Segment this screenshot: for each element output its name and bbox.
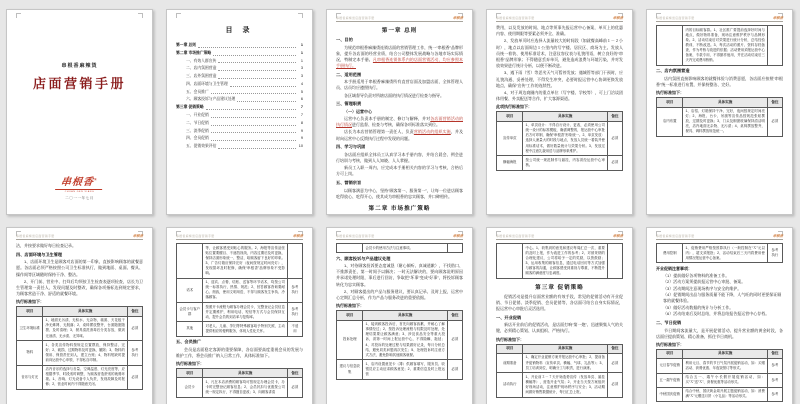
toc-entry [176, 42, 303, 50]
table-header-cell: 项目 [17, 307, 43, 316]
header-doc-title: 串根香麻辣烫店面营销手册 [656, 234, 695, 238]
page-thumbnail[interactable] [166, 9, 313, 215]
list-item: （5）做好活动数据的统计与分析工作。 [663, 304, 734, 310]
section-heading: 五、营销宗旨 [336, 180, 362, 185]
table-header-cell: 项目 [497, 112, 523, 121]
table-cell: 必须 [447, 360, 462, 379]
toc-page-number: 1 [300, 58, 303, 63]
section-heading: 四、店面环境与卫生管理 [16, 251, 63, 257]
page-body [167, 10, 312, 214]
toc-page-number: 3 [300, 66, 303, 71]
toc-entry-label: 四、会员促销 [186, 136, 209, 141]
table-cell: 参考 [767, 373, 782, 387]
table-cell [657, 26, 683, 66]
table-cell: 1、单页设计：不得自行设计、更改，必须使用公司统一设计的标准模板，确需调整的，报运营中心审批后方可印制，确保“串根香”形象统一。2、单页发放：选择人流量大的时段与地点，发放人员统一着装并使用标准话术，做好数量统计与效果分析。3、发放过程中注意礼貌用语与品牌形象维护。 [523, 121, 607, 156]
toc-entry-label: 第二章 市场推广策略 [176, 50, 212, 55]
table-header-cell: 备注 [287, 369, 302, 378]
table-cell: 必须 [127, 316, 142, 340]
table-header-cell: 备注 [767, 349, 782, 358]
paragraph: 节日期间客流量大，是开展促销活动、提升营业额的黄金时段，各店面应提前策划、精心准备，抓住节日商机。 [656, 327, 783, 339]
toc-leader-dots [211, 117, 296, 118]
table-cell: 话术 [177, 278, 203, 302]
standards-table [656, 97, 783, 137]
table-row [177, 322, 303, 336]
header-doc-title: 串根香麻辣烫店面营销手册 [336, 16, 375, 20]
page-thumbnail[interactable] [646, 9, 793, 215]
table-header-row [337, 311, 463, 320]
table-cell: 五一端午促销 [657, 373, 683, 387]
note-line: 执行标准如下： [176, 361, 204, 367]
toc-leader-dots [237, 101, 296, 102]
standards-table [336, 310, 463, 379]
table-row [657, 359, 783, 373]
table-row [497, 244, 623, 279]
table-cell: 必须 [767, 107, 782, 137]
toc-entry-label: 三、店外氛围营造 [186, 74, 217, 79]
toc-leader-dots [211, 93, 296, 94]
text-run: 凡串根香连锁体系内的店面营销活动，均应参照本手册执行。 [336, 56, 464, 69]
header-doc-title: 串根香麻辣烫店面营销手册 [16, 234, 55, 238]
paragraph: 店内氛围直接影响顾客的就餐体验与消费意愿，各店面应按照“串根香”统一标准进行布置，并保持整洁、完好。 [656, 75, 783, 87]
standards-table [656, 349, 783, 402]
table-cell: 结合中秋、国庆黄金周开展主题促销活动，如：消费满“Ｘ”元赠送月饼（小礼品）等活动形式。 [683, 387, 767, 401]
brand-logo-text: 串根香® [55, 173, 103, 190]
table-row [497, 373, 623, 397]
table-cell: 结合五一、端午小长假开展促销活动，如：买“Ｘ”送“Ｘ”、套餐优惠等活动形式。 [683, 373, 767, 387]
header-doc-title: 串根香麻辣烫店面营销手册 [496, 16, 535, 20]
paragraph: 2、对顾客提出的产品与服务建议，要认真记录、及时上报，运营中心定期汇总分析，作为产品与服务改进的重要依据。 [336, 288, 463, 301]
paragraph: 2、发放单页时应选择人流量较大的时间段（如就餐高峰前１－２小时），地点以店面周边１公里内的写字楼、居民区、商场为主。发放人员统一着装、使用标准话术，注意仪容仪表与礼貌用语，树立良好的“串根香”品牌形象；不得随意丢弃单页，避免造成浪费与环境污染，并对发放效果进行统计分析，以便不断改进。 [496, 38, 623, 69]
cover-footer [7, 172, 152, 201]
text-run: 各店面营销活动的执行情况 [336, 116, 463, 128]
section-heading: 一、开业促销 [496, 314, 522, 320]
note-line: 执行标准如下： [656, 90, 684, 96]
text-run: 店长为本店营销管理第一责任人，负责 [344, 129, 414, 135]
running-header [336, 233, 463, 240]
header-doc-title: 串根香麻辣烫店面营销手册 [336, 234, 375, 238]
table-cell: 1、确定开业促销方案并报运营中心审批；2、提前备齐促销物料（宣传单页、横幅、气球、礼品等）；3、员工培训到位，明确分工与职责，进行演练。 [523, 353, 607, 372]
toc-page-number: 7 [300, 105, 303, 110]
toc-leader-dots [218, 78, 296, 79]
page-body [647, 228, 792, 404]
table-cell: 1、开业前３－７天开始造势宣传（发放单页、悬挂横幅等），营造开业气氛；2、开业当天按方案组织好现场活动，注意维护现场秩序与安全；3、活动期间做好销售数据统计，每日汇总上报。 [523, 373, 607, 397]
table-cell: 参考执行 [127, 341, 142, 365]
paragraph: 1、店面环境卫生是顾客对店面的第一印象，直接影响顾客的就餐意愿。各店面必须严格按照公司卫生标准执行，做到地面、桌面、餐具、操作间等区域随时保持干净、整洁。 [16, 259, 143, 277]
page-thumbnail[interactable] [486, 227, 633, 404]
paragraph: 1、对待顾客投诉要态度诚恳（耐心倾听、真诚道歉），不找借口、不推卸责任，第一时间予以解决；一时无法解决的，要向顾客说明原因并承诺处理时限，事后进行回访，争取把“坏事”变成“好事”，将投诉顾客转化为忠实顾客。 [336, 263, 463, 287]
page-thumbnail[interactable] [486, 9, 633, 215]
table-cell: 参考 [767, 387, 782, 401]
paragraph: 会员是店面稳定客源的重要保障，各店面要高度重视会员的发展与维护工作，将会员推广纳入日常工作，具体标准如下。 [176, 346, 303, 358]
toc-leader-dots [198, 47, 296, 48]
section-heading: 一、目的 [336, 37, 353, 42]
table-row [497, 121, 623, 156]
toc-page-number: 10 [298, 144, 303, 149]
table-cell: 1、接到顾客投诉后，首先向顾客致歉，并耐心了解事情经过；2、按投诉处理流程与权限及时处理，处理结果要让顾客满意；3、涉及食品安全等重大投诉，须第一时间上报运营中心，不得隐瞒、拖延；4、对投诉的处理过程与结果做好记录，每月分析总结，避免同类问题再次发生；5、处理投诉时注意方式方法，避免影响其他顾客就餐。 [363, 320, 447, 360]
toc-entry [176, 65, 303, 73]
table-row [337, 360, 463, 379]
table-cell [607, 244, 622, 279]
running-header [336, 15, 463, 22]
paragraph [336, 45, 463, 70]
toc-entry [176, 104, 303, 112]
list-item: （6）活动结束后及时总结，并将总结报告报运营中心存档。 [663, 311, 770, 317]
header-brand-mark: 串根香 [612, 234, 623, 238]
table-header-row [497, 112, 623, 121]
table-header-cell: 项目 [657, 98, 683, 107]
toc-leader-dots [230, 86, 296, 87]
page-body [7, 10, 152, 214]
table-row [497, 353, 623, 372]
page-thumbnail[interactable] [646, 227, 793, 404]
toc-page-number: 9 [300, 128, 303, 133]
toc-entry-label: 三、淡季促销 [186, 128, 209, 133]
toc-entry-label: 第三章 促销策略 [176, 105, 204, 110]
paragraph: 洁，并按要求做好每日检查记录。 [16, 243, 76, 248]
toc-entry [176, 89, 303, 97]
page-body [487, 228, 632, 404]
table-header-cell: 项目 [497, 344, 523, 353]
table-header-cell: 具体实施 [43, 307, 127, 316]
table-header-row [177, 369, 303, 378]
table-cell: 1、地面无污渍、无积水、无杂物，墙面、天花板干净无蛛网、无脱落；2、桌椅摆放整齐，台面随脏随擦、及时清理；3、餐具清洗消毒后分类存放，做到无油渍、无水渍、无异味。 [43, 316, 127, 340]
table-cell: 按公司统一规范制作与悬挂，内容须经运营中心审核。 [523, 156, 607, 170]
header-brand-mark: 串根香 [612, 16, 623, 20]
table-cell: 必须 [607, 156, 622, 170]
toc-entry-label: 六、顾客投诉与产品建议处理 [186, 97, 236, 102]
list-item: （4）促销期间出品与服务质量不能下降，人气旺的同时更要保证顾客的就餐体验。 [663, 292, 782, 304]
page-body [327, 10, 472, 214]
table-cell: 前期准备 [497, 353, 523, 372]
paragraph: 各区域督导负责对所辖店面的执行情况进行检查与指导。 [344, 92, 444, 98]
table-header-cell: 具体实施 [523, 344, 607, 353]
toc-page-number: 8 [300, 120, 303, 125]
table-header-cell: 备注 [607, 344, 622, 353]
table-row [497, 156, 623, 170]
running-header [656, 15, 783, 22]
toc-entry [176, 96, 303, 104]
section-heading: 三、管理职责 [336, 101, 362, 107]
section-heading: 四、学习与巩固 [336, 144, 366, 150]
paragraph: 以顾客满意为中心，坚持“顾客第一、服务第一”，让每一位进店顾客吃得放心、吃得开心，使其成为串根香的忠实顾客，并口碑相传。 [336, 187, 463, 199]
paragraph: （一）运营中心 [344, 108, 372, 114]
page-thumbnail[interactable] [166, 227, 313, 404]
table-cell: 必须 [287, 378, 302, 397]
table-cell: 参考执行 [767, 244, 782, 263]
header-brand-mark: 串根香 [452, 16, 463, 20]
running-header [656, 233, 783, 240]
brand-logo [7, 172, 152, 190]
table-cell [767, 26, 782, 66]
paragraph: 2、开门前、营业中、打烊后均须按卫生检查表逐项检查，店长为卫生管理第一责任人，发现问题及时整改，确保各项指标达到规定要求，为顾客营造干净、舒适的就餐环境。 [16, 278, 143, 297]
header-doc-title: 串根香麻辣烫店面营销手册 [496, 234, 535, 238]
page-body [487, 10, 632, 214]
table-row [17, 341, 143, 365]
table-cell: 1、店内设置意见卡（簿）供顾客填写，服务员、收银员应主动征求顾客意见；2、重要信息及时上报运营 [363, 360, 447, 379]
table-header-cell: 项目 [177, 369, 203, 378]
table-header-row [17, 307, 143, 316]
table-header-cell: 具体实施 [363, 311, 447, 320]
paragraph [336, 116, 463, 128]
table-cell: 参考 [767, 359, 782, 373]
section-heading: 六、顾客投诉与产品建议处理 [336, 255, 391, 261]
toc-entry [176, 120, 303, 128]
paragraph: 本手册适用于串根香麻辣烫所有直营店面及加盟店面，全体管理人员、店员均应遵照执行。 [336, 79, 463, 91]
section-heading: 二、适用范围 [336, 71, 362, 77]
chapter-heading: 第一章 总则 [381, 28, 418, 34]
page-body [327, 228, 472, 404]
toc-page-number: 4 [300, 81, 303, 86]
table-header-row [657, 349, 783, 358]
table-cell: 其他 [177, 322, 203, 336]
paragraph: 新店开业前后的促销活动，是店面打响“第一炮”、迅速聚集人气的关键，必须精心策划、认真组织、严格执行。 [496, 322, 623, 334]
paragraph: 各店面应组织全体员工认真学习本手册内容，并结合晨会、例会进行培训与考核，做到人人知晓、人人掌握。 [336, 151, 463, 163]
toc-page-number: 1 [300, 43, 303, 47]
text-run: ，并及时向运营中心反馈执行过程中发现的问题。 [336, 129, 464, 141]
table-cell [497, 244, 523, 279]
table-cell: 必须 [127, 365, 142, 389]
toc-entry [176, 143, 303, 151]
toc-page-number: 1 [300, 50, 303, 55]
toc-leader-dots [213, 55, 296, 56]
header-brand-mark: 串根香 [132, 234, 143, 238]
table-cell: 卫生环境标准 [17, 316, 43, 340]
table-cell: 音乐与灯光 [17, 365, 43, 389]
table-row [337, 320, 463, 360]
toc-entry [176, 58, 303, 66]
table-header-cell: 备注 [447, 311, 462, 320]
section-heading: 二、店内氛围营造 [656, 68, 690, 74]
table-cell: 中心。1、收集到的意见和建议每周汇总一次，重要的及时上报，作为改进工作的参考；2、对被采纳的合理化建议，公司将给予一定的奖励，以资鼓励；3、运用收集的顾客信息，通过电话回访等方式加强与顾客的沟通，让顾客感受到重视与尊重，不断提升顾客的满意度与忠诚度。 [523, 244, 607, 279]
table-header-cell: 具体实施 [523, 112, 607, 121]
toc-entry [176, 128, 303, 136]
running-header [496, 233, 623, 240]
table-row [337, 244, 463, 253]
header-brand-mark: 串根香 [772, 234, 783, 238]
table-cell: 必须 [607, 353, 622, 372]
standards-table [176, 368, 303, 398]
header-brand-mark: 串根香 [772, 16, 783, 20]
table-cell: 内的目标顾客群。1、社区推广要提前选择好时间与地点，做好物料准备，现场注意维护秩序与品牌形象。2、活动结束后对效果进行统计分析，总结经验教训，不断改进。3、每次活动的照片、资料存档备查，作为考核与改进的依据；活动费用须报运营中心备案，专款专用，不得挪作他用，并在活动结束后三天内完成费用核销。 [683, 26, 767, 66]
table-header-cell: 备注 [607, 112, 622, 121]
table-cell: 投诉处理 [337, 320, 363, 360]
table-row [657, 107, 783, 137]
page-thumbnail[interactable] [326, 9, 473, 215]
table-cell [287, 244, 302, 279]
table-header-cell: 备注 [127, 307, 142, 316]
chapter-heading: 第二章 市场推广策略 [368, 205, 431, 212]
table-row [17, 316, 143, 340]
numbered-list [656, 273, 783, 318]
toc-entry-label: 一、开业促销 [186, 113, 209, 118]
toc-entry-label: 二、节日促销 [186, 120, 209, 125]
table-header-cell: 具体实施 [683, 349, 767, 358]
table-cell: 会员卡 [177, 378, 203, 397]
table-header-row [497, 344, 623, 353]
paragraph: 新员工入职一周内，应完成本手册相关内容的学习与考核，合格后方可上岗。 [336, 165, 463, 177]
toc-entry [176, 73, 303, 81]
table-header-cell: 备注 [767, 98, 782, 107]
standards-table [496, 344, 623, 398]
toc-leader-dots [211, 125, 296, 126]
toc-page-number: 7 [300, 113, 303, 118]
table-cell: 必须 [607, 121, 622, 156]
registered-mark-icon: ® [94, 177, 99, 182]
page-body [647, 10, 792, 214]
paragraph [336, 129, 463, 141]
running-header [16, 233, 143, 240]
table-cell [447, 244, 462, 253]
table-cell: 利用元旦、春节的节日气氛开展促销活动，如：买赠活动、套餐优惠、年夜饭预订等形式。 [683, 359, 767, 373]
toc-entry-label: 二、店内氛围营造 [186, 66, 217, 71]
table-cell: 1、店招、灯箱保持干净、完好，夜间按规定时间亮灯；2、海报、台卡、吊旗等宣传品按规范张贴摆放，过期及时更换；3、门头及橱窗玻璃保持清洁明亮，店内地面无杂物、无污渍；4、桌椅摆放整齐，餐具、调料摆放规范统一。 [683, 107, 767, 137]
cover-date: 二〇一一年七月 [65, 196, 94, 200]
page-body [7, 228, 152, 404]
note-line: 执行标准如下： [336, 303, 364, 309]
table-cell: 1、各类宣传物料按规定位置摆放，保持整洁、完好；2、破损、过期物料及时更换、撤除；3、物料的领用、保管责任到人，建立台账；4、物料短缺时提前向运营中心申领，不得私自印制。 [43, 341, 127, 365]
table-cell: 必须 [607, 373, 622, 397]
standards-table [336, 243, 463, 253]
table-cell: 横幅海报 [497, 156, 523, 170]
brand-tagline: CHUAN GEN XIANG [64, 190, 95, 193]
standards-table [496, 111, 623, 170]
toc-leader-dots [218, 62, 296, 63]
table-cell: 店内音乐的选择与音量、空调温度、灯光亮度等，应根据季节、时段适时调整，为顾客营造舒适的就餐环境。1、音响、灯光设备专人负责，发现故障及时报修；2、营业时间内不得随意关闭。 [43, 365, 127, 389]
cover-title: 店面营销手册 [32, 76, 126, 91]
table-row [177, 303, 303, 322]
table-cell: 建议与信息收集 [337, 360, 363, 379]
table-header-cell: 具体实施 [683, 98, 767, 107]
page-thumbnail[interactable] [6, 227, 153, 404]
text-run: 为规范串根香麻辣烫连锁店面的营销管理工作，统一“串根香”品牌形象，提升各店面的经营业绩，结合公司整体发展战略与各地市场实际情况，特制定本手册。 [336, 44, 463, 62]
toc-page-number: 5 [300, 89, 303, 94]
table-row [177, 378, 303, 397]
note-line: 执行标准如下： [16, 299, 44, 305]
paragraph: 费用，以及发放的时间、地点等须事先报运营中心备案，单页上的优惠内容、使用期限等要素必须齐全、准确。 [496, 25, 623, 37]
toc-entry-label: 一、有效人群宣传 [186, 58, 217, 63]
toc-page-number: 3 [300, 74, 303, 79]
header-brand-mark: 串根香 [452, 234, 463, 238]
table-row [657, 26, 783, 66]
note-line: 开业促销注意事项： [656, 265, 692, 271]
table-header-cell: 项目 [337, 311, 363, 320]
running-header [176, 233, 303, 240]
toc-page-number: 6 [300, 97, 303, 102]
table-cell: 按照开卡流程为顾客办理会员卡，完整登记会员信息并定期维护，利用电话、短信等方式与会员保持互动，提升会员的到店率与复购率。 [203, 303, 287, 322]
text-run: 进行监督、检查与考核，确保各项标准落实到位。 [352, 122, 440, 128]
table-row [17, 365, 143, 389]
table-header-cell: 项目 [657, 349, 683, 358]
table-row [177, 278, 303, 302]
toc-entry [176, 50, 303, 58]
cover-brand-line: 串根香麻辣烫 [61, 63, 98, 69]
table-cell [177, 244, 203, 279]
toc-entry [176, 112, 303, 120]
table-header-cell: 具体实施 [203, 369, 287, 378]
standards-table [656, 25, 783, 66]
table-cell: 会员卡与客户群 [177, 303, 203, 322]
table-cell: 店内布置 [657, 107, 683, 137]
table-header-row [657, 98, 783, 107]
table-cell: 等，让顾客感受到贴心的服务。2、海报等宣传品张贴位置要醒目、不遮挡视线，内容过期后及时更换，保持店面形象统一、整洁，给顾客留下良好的印象。3、广告灯箱应保持完好（夜间按规定时间亮灯），发现损坏及时报修，确保“串根香”品牌形象不受影响。 [203, 244, 287, 279]
list-item: （1）提前做好各项物料的准备工作。 [663, 272, 730, 278]
paragraph: 4、对于周边商圈内的重点单位（写字楼、学校等），可上门洽谈团体用餐、外卖配送等合作，扩大客源渠道。 [496, 89, 623, 102]
table-cell: 费用控制 [657, 244, 683, 263]
paragraph: 3、遇下雨（雪）等恶劣天气可暂停发放；遇城管等部门干预时，应礼貌沟通、妥善处理，不得发生冲突，必要时报运营中心协调更换发放地点，确保“宣传”工作的连续性。 [496, 70, 623, 88]
toc-leader-dots [206, 109, 296, 110]
text-run: 营销活动的组织实施 [413, 129, 451, 135]
standards-table [496, 243, 623, 279]
table-cell: 会员卡的使用方法与注意事项。 [363, 244, 447, 253]
table-row [657, 373, 783, 387]
table-row [177, 244, 303, 279]
page-thumbnail[interactable] [326, 227, 473, 404]
toc-page-number: 9 [300, 136, 303, 141]
paragraph: 促销活动是提升店面营业额的有效手段，常见的促销活动有开业促销、节日促销、淡季促销、会员促销等，各店面可结合自身实际情况，报运营中心审批后灵活选用。 [496, 293, 623, 312]
toc-leader-dots [211, 140, 296, 141]
standards-table [176, 243, 303, 337]
table-cell: 1、凡在本店消费的顾客均可按规定办理会员卡，办卡时完整登记顾客信息；2、会员折扣与优惠按公司统一规定执行，不得擅自更改；3、向顾客讲清 [203, 378, 287, 397]
table-cell: 物料 [17, 341, 43, 365]
toc-entry-label: 四、店面环境与卫生管理 [186, 81, 228, 86]
table-cell: 宣传单页 [497, 121, 523, 156]
note-line: 执行标准如下： [496, 336, 524, 342]
toc-leader-dots [218, 70, 296, 71]
list-item: （2）活动方案须提前报运营中心审批、备案。 [663, 279, 746, 285]
table-cell: 1、促销费用严格按预算执行（一般控制在“Ｘ”元以内），超支须报批；2、活动结束后三天内将费用使用情况报运营中心备案。 [683, 244, 767, 263]
note-line: 此项执行标准如下： [496, 104, 532, 110]
standards-table [656, 243, 783, 263]
table-cell: 不适用 [287, 322, 302, 336]
header-brand-mark: 串根香 [292, 234, 303, 238]
table-row [657, 244, 783, 263]
toc-entry-label: 五、促销效果评估 [186, 144, 217, 149]
table-cell: 中秋国庆促销 [657, 387, 683, 401]
table-cell: 必须 [447, 320, 462, 360]
note-line: 执行标准如下： [656, 341, 684, 347]
standards-table [16, 306, 143, 390]
running-header [496, 15, 623, 22]
table-cell: 1、迎宾、点餐、结账、送客等环节话术，均按公司统一标准执行，热情、规范；2、回答顾客咨询要耐心、细致，使用文明用语，不得与顾客发生争执、冷落顾客。 [203, 278, 287, 302]
table-cell: 活动执行 [497, 373, 523, 397]
table-cell: 参考执行 [287, 303, 302, 322]
page-body [167, 228, 312, 404]
table-cell: 元旦春节促销 [657, 359, 683, 373]
toc-leader-dots [211, 132, 296, 133]
list-item: （3）活动期间注意现场秩序与安全的维护。 [663, 285, 742, 291]
table-cell [337, 244, 363, 253]
toc-entry [176, 81, 303, 89]
table-cell: 参考执行 [287, 278, 302, 302]
chapter-heading: 第三章 促销策略 [535, 284, 584, 291]
header-doc-title: 串根香麻辣烫店面营销手册 [656, 16, 695, 20]
header-doc-title: 串根香麻辣烫店面营销手册 [176, 234, 215, 238]
toc-entry-label: 五、会员推广 [186, 89, 209, 94]
table-cell: 对老人、儿童、孕妇等特殊顾客给予特别关照，主动提供相应的便利服务，体现人性化关怀。 [203, 322, 287, 336]
text-run: 运营中心负责本手册的制定、修订与解释，并对 [344, 116, 431, 121]
page-thumbnail[interactable] [6, 9, 153, 215]
toc-entry-label: 第一章 总则 [176, 43, 197, 47]
section-heading: 五、会员推广 [176, 339, 202, 345]
toc-leader-dots [218, 148, 296, 149]
toc-entry [176, 135, 303, 143]
toc-title: 目 录 [225, 27, 254, 34]
section-heading: 二、节日促销 [656, 320, 682, 326]
table-row [657, 387, 783, 401]
